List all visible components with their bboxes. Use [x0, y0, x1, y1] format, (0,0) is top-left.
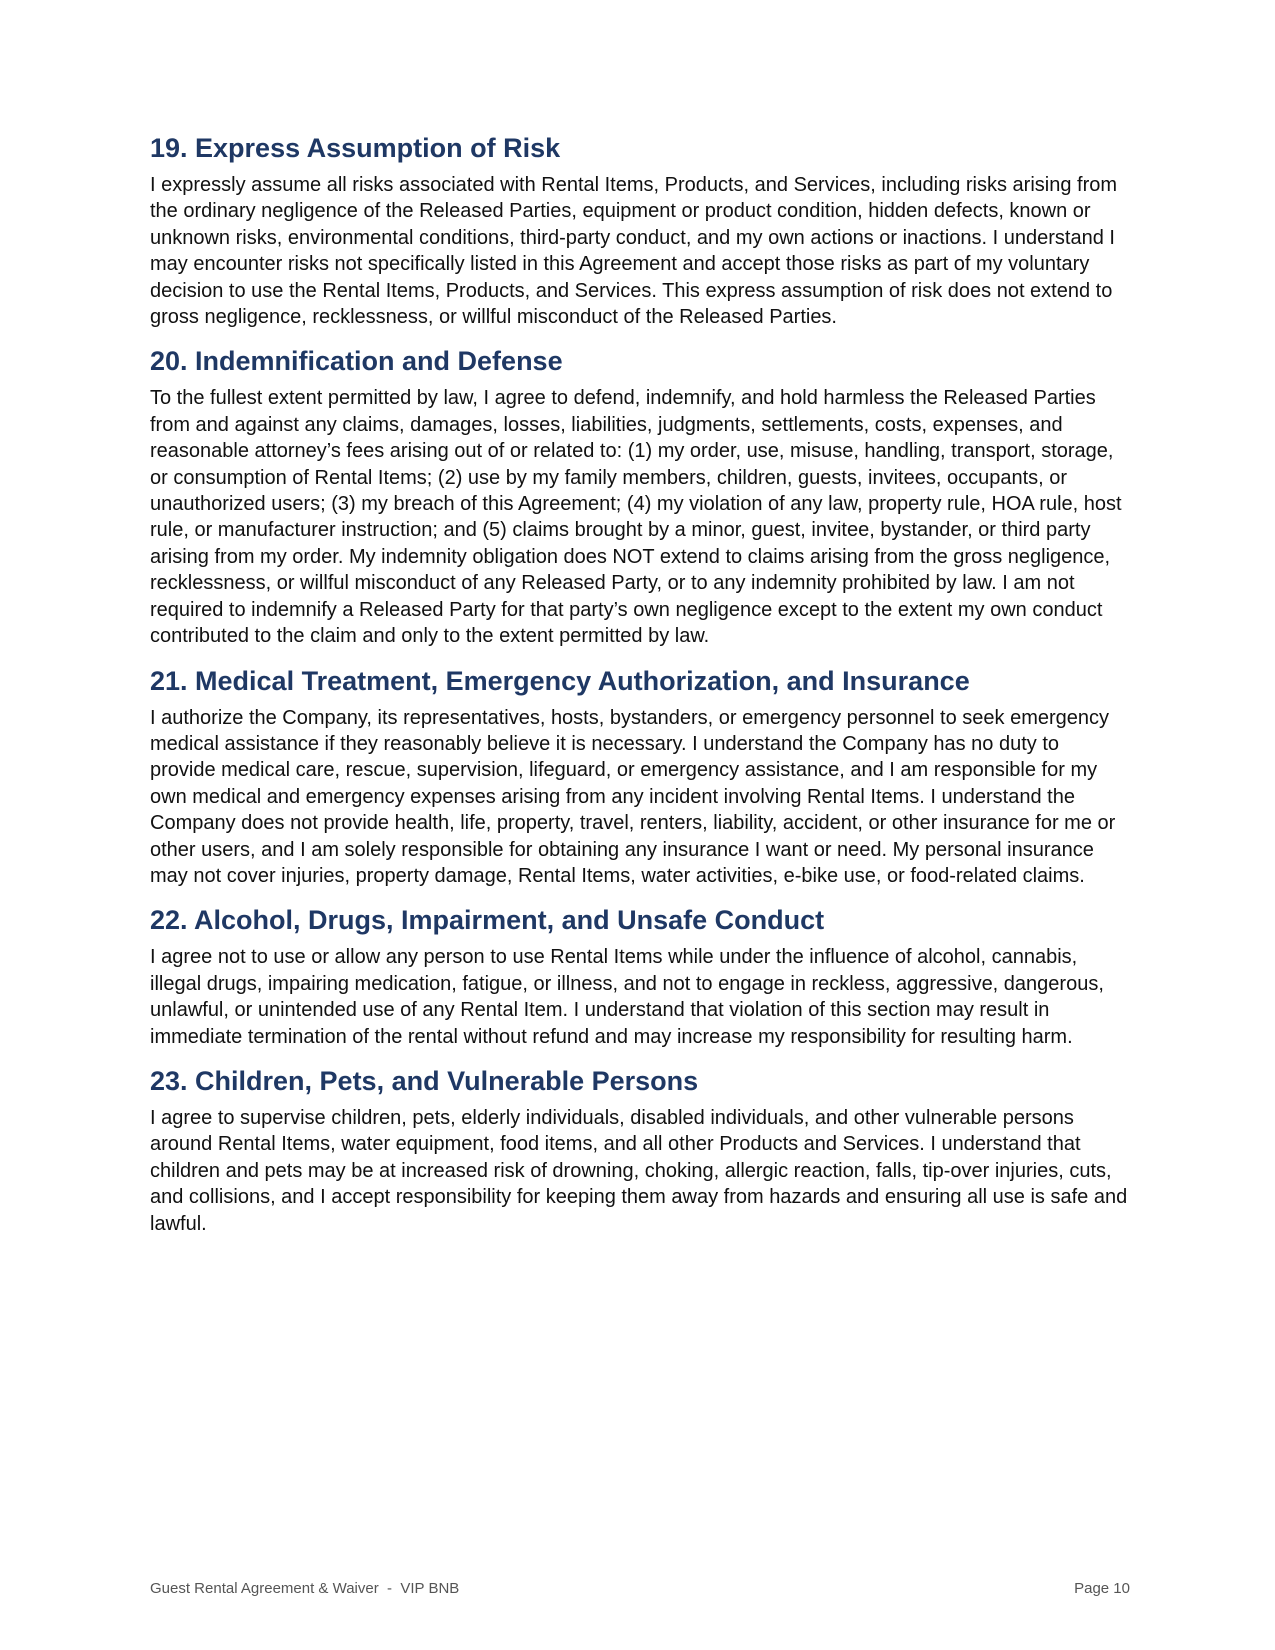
footer-page-number: Page 10	[1074, 1580, 1130, 1597]
section-22-alcohol-drugs-impairment	[150, 904, 1130, 1050]
section-20-indemnification-and-defense	[150, 345, 1130, 649]
section-heading: 19. Express Assumption of Risk	[150, 133, 561, 163]
document-page	[150, 132, 1130, 1252]
section-body: I authorize the Company, its representatives, hosts, bystanders, or emergency personnel to seek emergency medical assistance if they reasonably believe it is necessary. I understand the Company has no duty to provide medical care, rescue, supervision, lifeguard, or emergency assistance, and I am responsible for my own medical and emergency expenses arising from any incident involving Rental Items. I understand the Company does not provide health, life, property, travel, renters, liability, accident, or other insurance for me or other users, and I am solely responsible for obtaining any insurance I want or need. My personal insurance may not cover injuries, property damage, Rental Items, water activities, e-bike use, or food-related claims.	[150, 706, 1116, 887]
section-body: To the fullest extent permitted by law, I agree to defend, indemnify, and hold harmless the Released Parties from and against any claims, damages, losses, liabilities, judgments, settlements, costs, expenses, and reasonable attorney’s fees arising out of or related to: (1) my order, use, misuse, handling, transport, storage, or consumption of Rental Items; (2) use by my family members, children, guests, invitees, occupants, or unauthorized users; (3) my breach of this Agreement; (4) my violation of any law, property rule, HOA rule, host rule, or manufacturer instruction; and (5) claims brought by a minor, guest, invitee, bystander, or third party arising from my order. My indemnity obligation does NOT extend to claims arising from the gross negligence, recklessness, or willful misconduct of any Released Party, or to any indemnity prohibited by law. I am not required to indemnify a Released Party for that party’s own negligence except to the extent my own conduct contributed to the claim and only to the extent permitted by law.	[150, 387, 1122, 648]
section-21-medical-treatment	[150, 665, 1130, 890]
page-footer	[150, 1580, 1130, 1598]
section-body: I agree not to use or allow any person to use Rental Items while under the influence of alcohol, cannabis, illegal drugs, impairing medication, fatigue, or illness, and not to engage in reckless, aggressive, dangerous, unlawful, or unintended use of any Rental Item. I understand that violation of this section may result in immediate termination of the rental without refund and may increase my responsibility for resulting harm.	[150, 946, 1104, 1048]
section-heading: 21. Medical Treatment, Emergency Authorization, and Insurance	[150, 665, 970, 696]
section-body: I agree to supervise children, pets, elderly individuals, disabled individuals, and other vulnerable persons around Rental Items, water equipment, food items, and all other Products and Services. I understand that children and pets may be at increased risk of drowning, choking, allergic reaction, falls, tip-over injuries, cuts, and collisions, and I accept responsibility for keeping them away from hazards and ensuring all use is safe and lawful.	[150, 1106, 1128, 1235]
section-heading: 20. Indemnification and Defense	[150, 346, 563, 377]
section-heading: 22. Alcohol, Drugs, Impairment, and Unsafe Conduct	[150, 905, 825, 936]
section-19-express-assumption-of-risk	[150, 132, 1130, 330]
footer-document-title: Guest Rental Agreement & Waiver - VIP BNB	[150, 1580, 460, 1597]
section-body: I expressly assume all risks associated with Rental Items, Products, and Services, including risks arising from the ordinary negligence of the Released Parties, equipment or product condition, hidden defects, known or unknown risks, environmental conditions, third-party conduct, and my own actions or inactions. I understand I may encounter risks not specifically listed in this Agreement and accept those risks as part of my voluntary decision to use the Rental Items, Products, and Services. This express assumption of risk does not extend to gross negligence, recklessness, or willful misconduct of the Released Parties.	[150, 174, 1118, 329]
section-heading: 23. Children, Pets, and Vulnerable Persons	[150, 1065, 699, 1096]
section-23-children-pets-vulnerable-persons	[150, 1065, 1130, 1237]
